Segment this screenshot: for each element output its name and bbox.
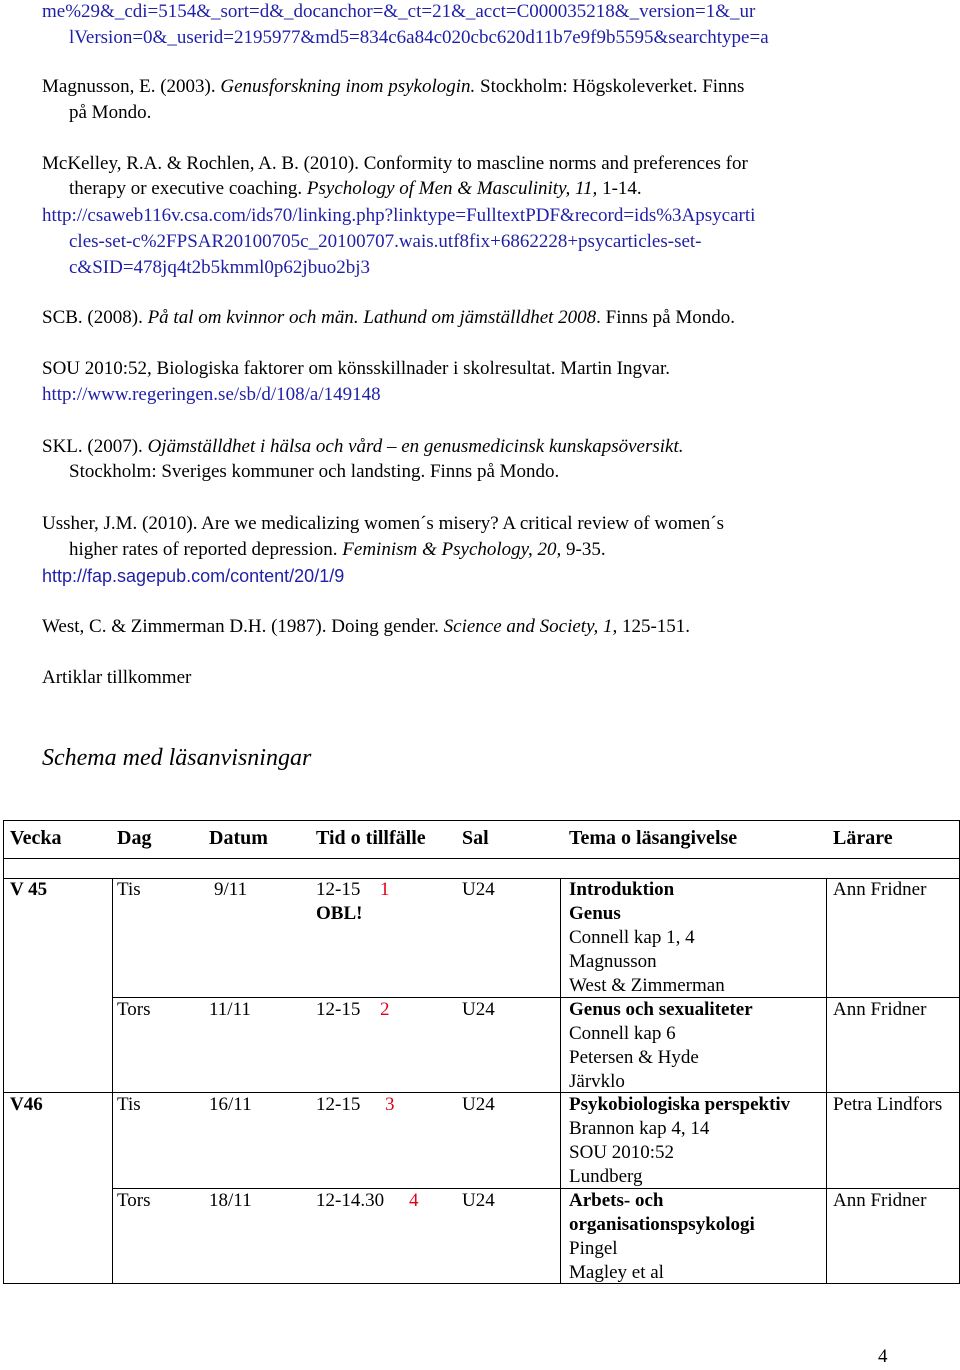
reading-item: Connell kap 6	[569, 1023, 676, 1044]
reference-scb: SCB. (2008). På tal om kvinnor och män. Lathund om jämställdhet 2008. Finns på Mondo.	[42, 307, 735, 328]
date-cell: 11/11	[209, 999, 251, 1020]
reference-west: West, C. & Zimmerman D.H. (1987). Doing gender. Science and Society, 1, 125-151.	[42, 616, 691, 637]
reading-item: Magnusson	[569, 951, 657, 972]
theme-title: Genus	[569, 903, 621, 924]
reference-url-line[interactable]: http://fap.sagepub.com/content/20/1/9	[42, 566, 345, 586]
reference-magnusson: Magnusson, E. (2003). Genusforskning inom psykologin. Stockholm: Högskoleverket. Finns	[42, 76, 745, 97]
reference-url-line[interactable]: cles-set-c%2FPSAR20100705c_20100707.wais.utf8fix+6862228+psycarticles-set-	[69, 231, 702, 252]
articles-note: Artiklar tillkommer	[42, 667, 192, 688]
reading-item: West & Zimmerman	[569, 975, 725, 996]
reference-url-line[interactable]: c&SID=478jq4t2b5kmml0p62jbuo2bj3	[69, 257, 370, 278]
time-cell: 12-14.30	[316, 1190, 385, 1211]
header-dag: Dag	[117, 827, 152, 849]
table-rule	[826, 879, 827, 1283]
reference-magnusson-cont: på Mondo.	[69, 102, 152, 123]
schedule-heading: Schema med läsanvisningar	[42, 745, 312, 771]
time-cell: 12-15	[316, 879, 361, 900]
theme-title: Psykobiologiska perspektiv	[569, 1094, 791, 1115]
page-number: 4	[878, 1346, 888, 1367]
day-cell: Tis	[117, 1094, 141, 1115]
table-rule	[112, 879, 113, 1283]
room-cell: U24	[462, 1094, 495, 1115]
date-cell: 18/11	[209, 1190, 252, 1211]
week-cell: V46	[10, 1094, 43, 1115]
reference-skl-cont: Stockholm: Sveriges kommuner och landsting. Finns på Mondo.	[69, 461, 560, 482]
reference-url-line[interactable]: http://www.regeringen.se/sb/d/108/a/149148	[42, 384, 381, 405]
reference-mckelley: McKelley, R.A. & Rochlen, A. B. (2010). Conformity to mascline norms and preferences for	[42, 153, 748, 174]
reference-ussher-cont: higher rates of reported depression. Feminism & Psychology, 20, 9-35.	[69, 539, 606, 560]
time-cell: 12-15	[316, 999, 361, 1020]
teacher-cell: Ann Fridner	[833, 999, 927, 1020]
reading-item: Pingel	[569, 1238, 618, 1259]
header-tema: Tema o läsangivelse	[569, 827, 738, 849]
schedule-table	[3, 820, 960, 1284]
session-number: 3	[385, 1094, 395, 1115]
table-header-row	[4, 821, 959, 859]
reference-url-line[interactable]: me%29&_cdi=5154&_sort=d&_docanchor=&_ct=21&_acct=C000035218&_version=1&_ur	[42, 1, 756, 22]
room-cell: U24	[462, 999, 495, 1020]
header-tid: Tid o tillfälle	[316, 827, 426, 849]
day-cell: Tors	[117, 999, 151, 1020]
theme-title: Genus och sexualiteter	[569, 999, 753, 1020]
time-cell: 12-15	[316, 1094, 361, 1115]
reading-item: Petersen & Hyde	[569, 1047, 699, 1068]
session-number: 4	[409, 1190, 419, 1211]
date-cell: 16/11	[209, 1094, 252, 1115]
reference-skl: SKL. (2007). Ojämställdhet i hälsa och vård – en genusmedicinsk kunskapsöversikt.	[42, 436, 684, 457]
reading-item: Brannon kap 4, 14	[569, 1118, 710, 1139]
week-cell: V 45	[10, 879, 48, 900]
reference-url-line[interactable]: http://csaweb116v.csa.com/ids70/linking.php?linktype=FulltextPDF&record=ids%3Apsycarti	[42, 205, 756, 226]
header-vecka: Vecka	[10, 827, 62, 849]
reference-sou: SOU 2010:52, Biologiska faktorer om könsskillnader i skolresultat. Martin Ingvar.	[42, 358, 670, 379]
theme-title: Introduktion	[569, 879, 675, 900]
reading-item: Lundberg	[569, 1166, 643, 1187]
teacher-cell: Ann Fridner	[833, 1190, 927, 1211]
theme-title: organisationspsykologi	[569, 1214, 755, 1235]
reading-item: SOU 2010:52	[569, 1142, 675, 1163]
reading-item: Magley et al	[569, 1262, 664, 1283]
session-number: 2	[380, 999, 390, 1020]
day-cell: Tis	[117, 879, 141, 900]
theme-title: Arbets- och	[569, 1190, 664, 1211]
teacher-cell: Petra Lindfors	[833, 1094, 943, 1115]
reference-ussher: Ussher, J.M. (2010). Are we medicalizing women´s misery? A critical review of women´s	[42, 513, 725, 534]
session-number: 1	[380, 879, 390, 900]
header-sal: Sal	[462, 827, 489, 849]
mandatory-note: OBL!	[316, 903, 363, 924]
room-cell: U24	[462, 1190, 495, 1211]
room-cell: U24	[462, 879, 495, 900]
header-datum: Datum	[209, 827, 268, 849]
reference-mckelley-cont: therapy or executive coaching. Psychology of Men & Masculinity, 11, 1-14.	[69, 178, 642, 199]
date-cell: 9/11	[214, 879, 248, 900]
teacher-cell: Ann Fridner	[833, 879, 927, 900]
reading-item: Connell kap 1, 4	[569, 927, 695, 948]
reference-url-line[interactable]: lVersion=0&_userid=2195977&md5=834c6a84c020cbc620d11b7e9f9b5595&searchtype=a	[69, 27, 769, 48]
day-cell: Tors	[117, 1190, 151, 1211]
reading-item: Järvklo	[569, 1071, 625, 1092]
table-rule	[560, 879, 561, 1283]
header-larare: Lärare	[833, 827, 893, 849]
